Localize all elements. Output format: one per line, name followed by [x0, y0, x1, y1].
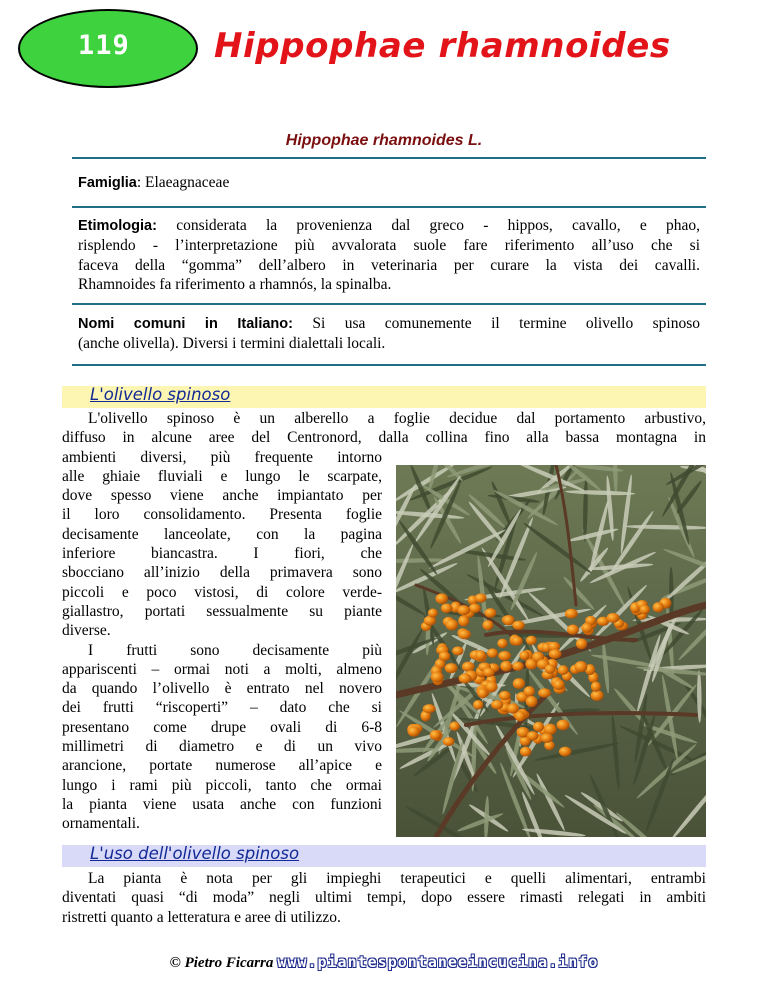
berry — [458, 615, 469, 626]
berry — [443, 737, 455, 746]
etimologia-line — [78, 216, 700, 237]
section1-intro — [62, 409, 706, 448]
footer — [0, 953, 768, 972]
berry — [558, 665, 569, 675]
berry — [435, 593, 448, 604]
berry — [478, 688, 488, 698]
text-line: sbocciano all’inizio della primavera sono — [62, 564, 382, 582]
text-line: I frutti sono decisamente più — [88, 641, 382, 659]
text-line: diverse. — [62, 622, 111, 640]
berry — [439, 651, 451, 661]
berry — [591, 690, 604, 701]
berry — [526, 636, 537, 645]
nomi-text: Si usa comunemente il termine olivello spinoso — [312, 314, 700, 332]
section-heading-text: L'olivello spinoso — [90, 385, 231, 404]
text-line: da quando l’olivello è entrato nel novero — [62, 680, 382, 698]
etimologia-block — [72, 208, 706, 303]
berry — [491, 700, 503, 709]
berry — [527, 731, 539, 740]
text-line: appariscenti – ormai noti a molti, almeno — [62, 660, 382, 678]
section-heading-text: L'uso dell'olivello spinoso — [90, 844, 300, 863]
berry — [462, 662, 475, 672]
berry — [408, 726, 421, 736]
info-box — [72, 157, 706, 366]
text-line: arancione, portate numerose all’apice e — [62, 757, 382, 775]
berry — [557, 720, 570, 731]
page-subtitle: Hippophae rhamnoides L. — [285, 132, 483, 149]
text-line: dei frutti “riscoperti” – dato che si — [62, 699, 382, 717]
text-line: la pianta viene usata anche con funzioni — [62, 795, 382, 813]
berry — [553, 679, 565, 690]
berry — [469, 603, 481, 613]
berry — [475, 593, 487, 602]
text-line: piccoli e poco vistosi, di colore verde- — [62, 583, 382, 601]
famiglia-value: : Elaeagnaceae — [136, 174, 230, 191]
text-line: ristretti quanto a letteratura e aree di utilizzo. — [62, 908, 341, 926]
berry — [574, 661, 587, 672]
berry — [559, 747, 571, 757]
berry — [485, 681, 497, 692]
berry — [423, 704, 436, 713]
berry — [565, 609, 578, 619]
berry — [538, 688, 551, 697]
berry — [484, 608, 496, 618]
etimologia-line: risplendo - l’interpretazione più avvalorata suole fare riferimento all’uso che si — [78, 237, 700, 254]
text-line: diffuso in alcune aree del Centronord, dalla collina fino alla bassa montagna in — [62, 429, 706, 447]
text-line: presentano come drupe ovali di 6-8 — [62, 718, 382, 736]
berry — [519, 651, 529, 660]
etimologia-label: Etimologia: — [78, 217, 157, 234]
berry — [475, 650, 485, 660]
text-line: dove spesso viene anche impiantato per — [62, 487, 382, 505]
berry — [512, 662, 524, 671]
berry — [581, 623, 592, 633]
section1-column — [62, 448, 382, 834]
berry — [498, 651, 511, 661]
section-heading-uso — [62, 845, 706, 867]
berry — [541, 733, 553, 743]
text-line: lungo i rami più piccoli, tanto che ormai — [62, 776, 382, 794]
sea-buckthorn-photo — [396, 465, 706, 837]
berry — [512, 621, 524, 630]
footer-author: © Pietro Ficarra — [169, 955, 274, 971]
berry — [549, 649, 562, 659]
berry — [473, 700, 483, 710]
text-line: giallastro, portati sessualmente su piante — [62, 602, 382, 620]
berry — [487, 648, 498, 657]
divider — [72, 364, 706, 366]
berry — [500, 661, 512, 672]
famiglia-block — [72, 159, 706, 206]
berry — [607, 613, 620, 623]
text-line: diventati quasi “di moda” negli ultimi tempi, dopo essere rimasti relegati in ambiti — [62, 889, 706, 907]
text-line: millimetri di diametro e di un vivo — [62, 738, 382, 756]
section-heading-olivello — [62, 386, 706, 408]
berry — [459, 673, 472, 683]
section2-text — [62, 869, 706, 927]
berry — [497, 639, 507, 648]
berry — [567, 625, 579, 635]
text-line: decisamente lanceolate, con la pagina — [62, 525, 382, 543]
page-number: 119 — [78, 30, 130, 61]
etimologia-line: faceva della “gomma” dell’albero in veterinaria per curare la vista dei cavalli. — [78, 256, 700, 274]
text-line: ornamentali. — [62, 815, 140, 833]
text-line: il loro consolidamento. Presenta foglie — [62, 506, 382, 524]
berry — [445, 663, 458, 673]
berry — [653, 602, 664, 612]
page-title: Hippophae rhamnoides — [214, 26, 671, 66]
nomi-label: Nomi comuni in Italiano: — [78, 315, 293, 332]
berry — [515, 711, 526, 722]
berry — [520, 747, 531, 757]
page-number-badge — [18, 9, 198, 88]
text-line: L'olivello spinoso è un alberello a foglie decidue dal portamento arbustivo, — [88, 410, 706, 427]
berry — [639, 605, 649, 614]
text-line: La pianta è nota per gli impieghi terapeutici e quelli alimentari, entrambi — [88, 870, 706, 887]
etimologia-line: Rhamnoides fa riferimento a rhamnós, la spinalba. — [78, 276, 392, 293]
berry — [449, 721, 459, 731]
berry — [526, 696, 538, 707]
text-line: ambienti diversi, più frequente intorno — [62, 448, 382, 466]
berry — [512, 636, 523, 645]
berry — [452, 646, 463, 655]
nomi-block — [72, 305, 706, 364]
etimologia-text: considerata la provenienza dal greco - hippos, cavallo, e phao, — [176, 216, 700, 234]
text-line: inferiore biancastra. I fiori, che — [62, 545, 382, 563]
berry — [457, 605, 470, 615]
berry — [482, 620, 493, 630]
footer-website-link[interactable]: www.piantespontaneeincucina.info — [277, 953, 599, 971]
berry — [446, 619, 459, 630]
berry — [524, 686, 535, 697]
text-line: alle ghiaie fluviali e lungo le scarpate, — [62, 467, 382, 485]
nomi-line: (anche olivella). Diversi i termini dialettali locali. — [78, 335, 386, 352]
berry — [591, 682, 601, 692]
famiglia-label: Famiglia — [78, 175, 137, 191]
berry — [431, 672, 444, 683]
berry — [533, 722, 544, 732]
berry — [545, 664, 556, 674]
berry — [483, 667, 495, 677]
berry — [428, 609, 438, 618]
berry — [441, 603, 452, 613]
berry — [458, 629, 471, 639]
berry — [513, 678, 525, 689]
berry — [430, 730, 441, 740]
nomi-line — [78, 314, 700, 335]
berry — [499, 691, 511, 700]
berry — [576, 638, 587, 649]
